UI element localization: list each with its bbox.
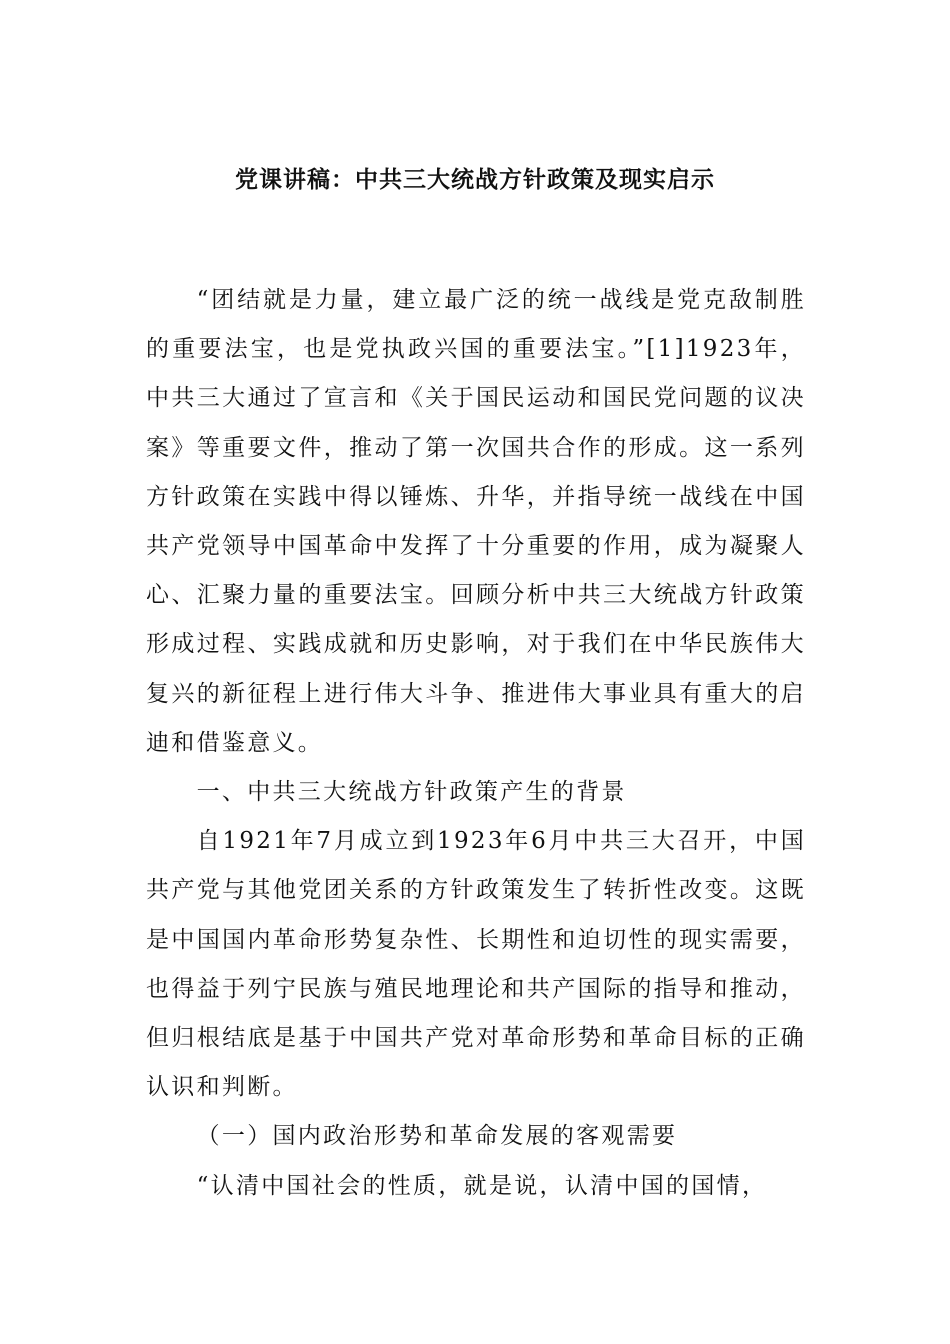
subsection-heading: （一）国内政治形势和革命发展的客观需要 [196,1123,678,1150]
paragraph-background: 自1921年7月成立到1923年6月中共三大召开，中国共产党与其他党团关系的方针政策发生了转折性改变。这既是中国国内革命形势复杂性、长期性和迫切性的现实需要，也得益于列宁民族与殖民地理论和共产国际的指导和推动，但归根结底是基于中国共产党对革命形势和革命目标的正确认识和判断。 [146,828,806,1101]
document-title: 党课讲稿：中共三大统战方针政策及现实启示 [235,167,715,193]
paragraph-intro: “团结就是力量，建立最广泛的统一战线是党克敌制胜的重要法宝，也是党执政兴国的重要法宝。”[1]1923年，中共三大通过了宣言和《关于国民运动和国民党问题的议决案》等重要文件，推动了第一次国共合作的形成。这一系列方针政策在实践中得以锤炼、升华，并指导统一战线在中国共产党领导中国革命中发挥了十分重要的作用，成为凝聚人心、汇聚力量的重要法宝。回顾分析中共三大统战方针政策形成过程、实践成就和历史影响，对于我们在中华民族伟大复兴的新征程上进行伟大斗争、推进伟大事业具有重大的启迪和借鉴意义。 [146,287,806,756]
paragraph-quote: “认清中国社会的性质，就是说，认清中国的国情， [196,1172,768,1199]
document-body [146,276,806,1211]
section-heading: 一、中共三大统战方针政策产生的背景 [196,779,627,806]
